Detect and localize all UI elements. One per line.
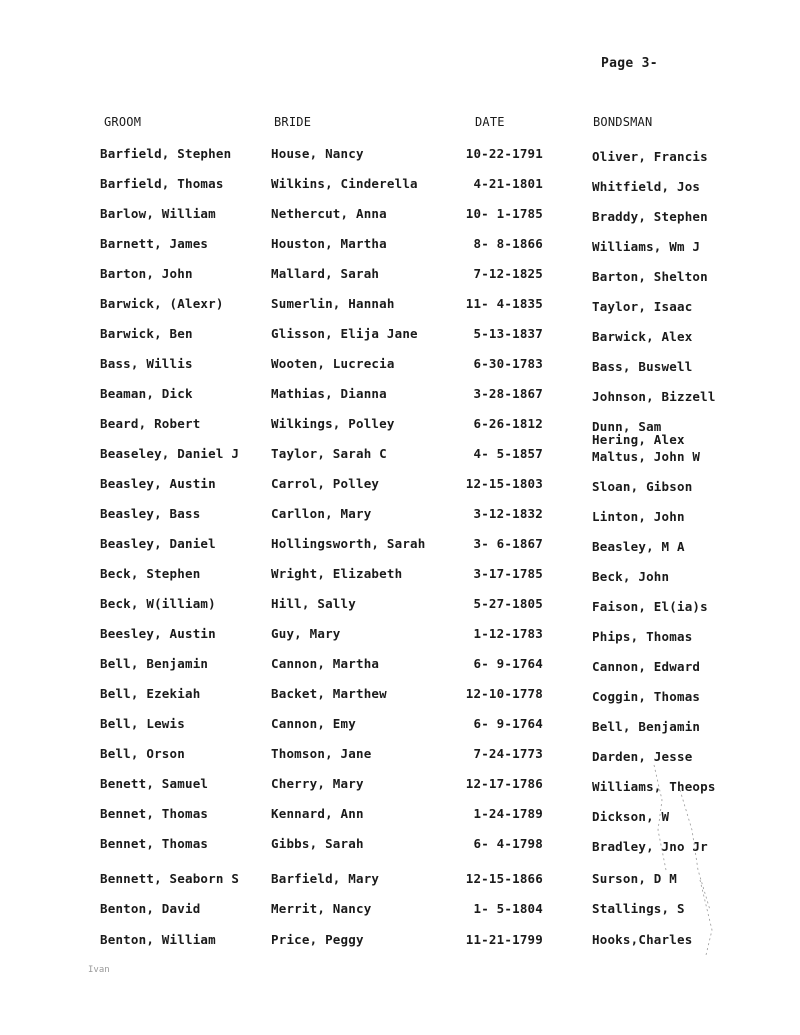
groom-name: Barwick, Ben [100,326,193,341]
marriage-date: 12-17-1786 [465,776,543,791]
bride-name: Nethercut, Anna [271,206,387,221]
bondsman-name: Whitfield, Jos [592,179,701,194]
bride-name: Wooten, Lucrecia [271,356,395,371]
bride-name: Wilkins, Cinderella [271,176,418,191]
bondsman-name: Beck, John [592,569,670,584]
header-groom: GROOM [104,115,142,129]
marriage-date: 4- 5-1857 [473,446,543,461]
groom-name: Beasley, Daniel [100,536,216,551]
bondsman-name: Bell, Benjamin [592,719,701,734]
bride-name: Cannon, Emy [271,716,356,731]
marriage-date: 5-27-1805 [473,596,543,611]
bondsman-name: Oliver, Francis [592,149,708,164]
groom-name: Beck, Stephen [100,566,201,581]
bondsman-name: Williams, Wm J [592,239,701,254]
bondsman-name: Hooks,Charles [592,932,693,947]
page-label: Page 3- [601,56,658,71]
groom-name: Barfield, Thomas [100,176,224,191]
bondsman-name: Darden, Jesse [592,749,693,764]
bondsman-name: Cannon, Edward [592,659,701,674]
marriage-date: 3-28-1867 [473,386,543,401]
bondsman-name: Bradley, Jno Jr [592,839,708,854]
bondsman-name: Barwick, Alex [592,329,693,344]
marriage-date: 6-26-1812 [473,416,543,431]
bondsman-name: Surson, D M [592,871,677,886]
bondsman-name-extra: Hering, Alex [592,432,685,447]
bride-name: Cannon, Martha [271,656,380,671]
bondsman-name: Stallings, S [592,901,685,916]
bride-name: Guy, Mary [271,626,341,641]
marriage-date: 3- 6-1867 [473,536,543,551]
groom-name: Bell, Benjamin [100,656,209,671]
bride-name: Barfield, Mary [271,871,380,886]
groom-name: Barwick, (Alexr) [100,296,224,311]
bondsman-name: Johnson, Bizzell [592,389,716,404]
marriage-date: 4-21-1801 [473,176,543,191]
marriage-date: 11-21-1799 [465,932,543,947]
groom-name: Bass, Willis [100,356,193,371]
bride-name: Cherry, Mary [271,776,364,791]
bondsman-name: Sloan, Gibson [592,479,693,494]
groom-name: Beaseley, Daniel J [100,446,240,461]
bride-name: Wright, Elizabeth [271,566,403,581]
marriage-date: 10- 1-1785 [465,206,543,221]
bondsman-name: Bass, Buswell [592,359,693,374]
marriage-date: 6- 9-1764 [473,716,543,731]
groom-name: Bennet, Thomas [100,806,209,821]
bondsman-name: Phips, Thomas [592,629,693,644]
bondsman-name: Dickson, W [592,809,670,824]
bride-name: Houston, Martha [271,236,387,251]
groom-name: Bell, Ezekiah [100,686,201,701]
bondsman-name: Maltus, John W [592,449,701,464]
groom-name: Bell, Lewis [100,716,185,731]
groom-name: Barlow, William [100,206,216,221]
groom-name: Barton, John [100,266,193,281]
pencil-marks [640,760,720,960]
groom-name: Bennett, Seaborn S [100,871,240,886]
bride-name: Taylor, Sarah C [271,446,387,461]
bride-name: Backet, Marthew [271,686,387,701]
header-bride: BRIDE [274,115,312,129]
groom-name: Beesley, Austin [100,626,216,641]
bride-name: Sumerlin, Hannah [271,296,395,311]
bondsman-name: Barton, Shelton [592,269,708,284]
marriage-date: 7-12-1825 [473,266,543,281]
groom-name: Barnett, James [100,236,209,251]
marriage-date: 1-12-1783 [473,626,543,641]
marriage-date: 6- 9-1764 [473,656,543,671]
groom-name: Beaman, Dick [100,386,193,401]
groom-name: Benton, William [100,932,216,947]
marriage-date: 6- 4-1798 [473,836,543,851]
marriage-date: 5-13-1837 [473,326,543,341]
bride-name: Mathias, Dianna [271,386,387,401]
bride-name: House, Nancy [271,146,364,161]
marriage-date: 12-10-1778 [465,686,543,701]
bride-name: Mallard, Sarah [271,266,380,281]
bride-name: Wilkings, Polley [271,416,395,431]
groom-name: Benett, Samuel [100,776,209,791]
groom-name: Bell, Orson [100,746,185,761]
bride-name: Hill, Sally [271,596,356,611]
marriage-date: 7-24-1773 [473,746,543,761]
marriage-date: 1- 5-1804 [473,901,543,916]
bride-name: Kennard, Ann [271,806,364,821]
marriage-date: 3-12-1832 [473,506,543,521]
bride-name: Thomson, Jane [271,746,372,761]
bondsman-name: Williams, Theops [592,779,716,794]
groom-name: Beck, W(illiam) [100,596,216,611]
groom-name: Beasley, Bass [100,506,201,521]
bondsman-name: Coggin, Thomas [592,689,701,704]
header-bondsman: BONDSMAN [593,115,653,129]
marriage-date: 11- 4-1835 [465,296,543,311]
footer-mark: Ivan [88,965,110,975]
groom-name: Beard, Robert [100,416,201,431]
bride-name: Glisson, Elija Jane [271,326,418,341]
groom-name: Beasley, Austin [100,476,216,491]
bondsman-name: Linton, John [592,509,685,524]
bride-name: Hollingsworth, Sarah [271,536,426,551]
marriage-date: 10-22-1791 [465,146,543,161]
bondsman-name: Taylor, Isaac [592,299,693,314]
marriage-date: 3-17-1785 [473,566,543,581]
marriage-date: 12-15-1803 [465,476,543,491]
bondsman-name: Dunn, Sam [592,419,662,434]
bride-name: Gibbs, Sarah [271,836,364,851]
marriage-date: 1-24-1789 [473,806,543,821]
marriage-date: 12-15-1866 [465,871,543,886]
groom-name: Bennet, Thomas [100,836,209,851]
bondsman-name: Braddy, Stephen [592,209,708,224]
bride-name: Price, Peggy [271,932,364,947]
marriage-date: 6-30-1783 [473,356,543,371]
bondsman-name: Beasley, M A [592,539,685,554]
groom-name: Barfield, Stephen [100,146,232,161]
groom-name: Benton, David [100,901,201,916]
bride-name: Carrol, Polley [271,476,380,491]
bride-name: Carllon, Mary [271,506,372,521]
bride-name: Merrit, Nancy [271,901,372,916]
header-date: DATE [475,115,505,129]
bondsman-name: Faison, El(ia)s [592,599,708,614]
marriage-date: 8- 8-1866 [473,236,543,251]
